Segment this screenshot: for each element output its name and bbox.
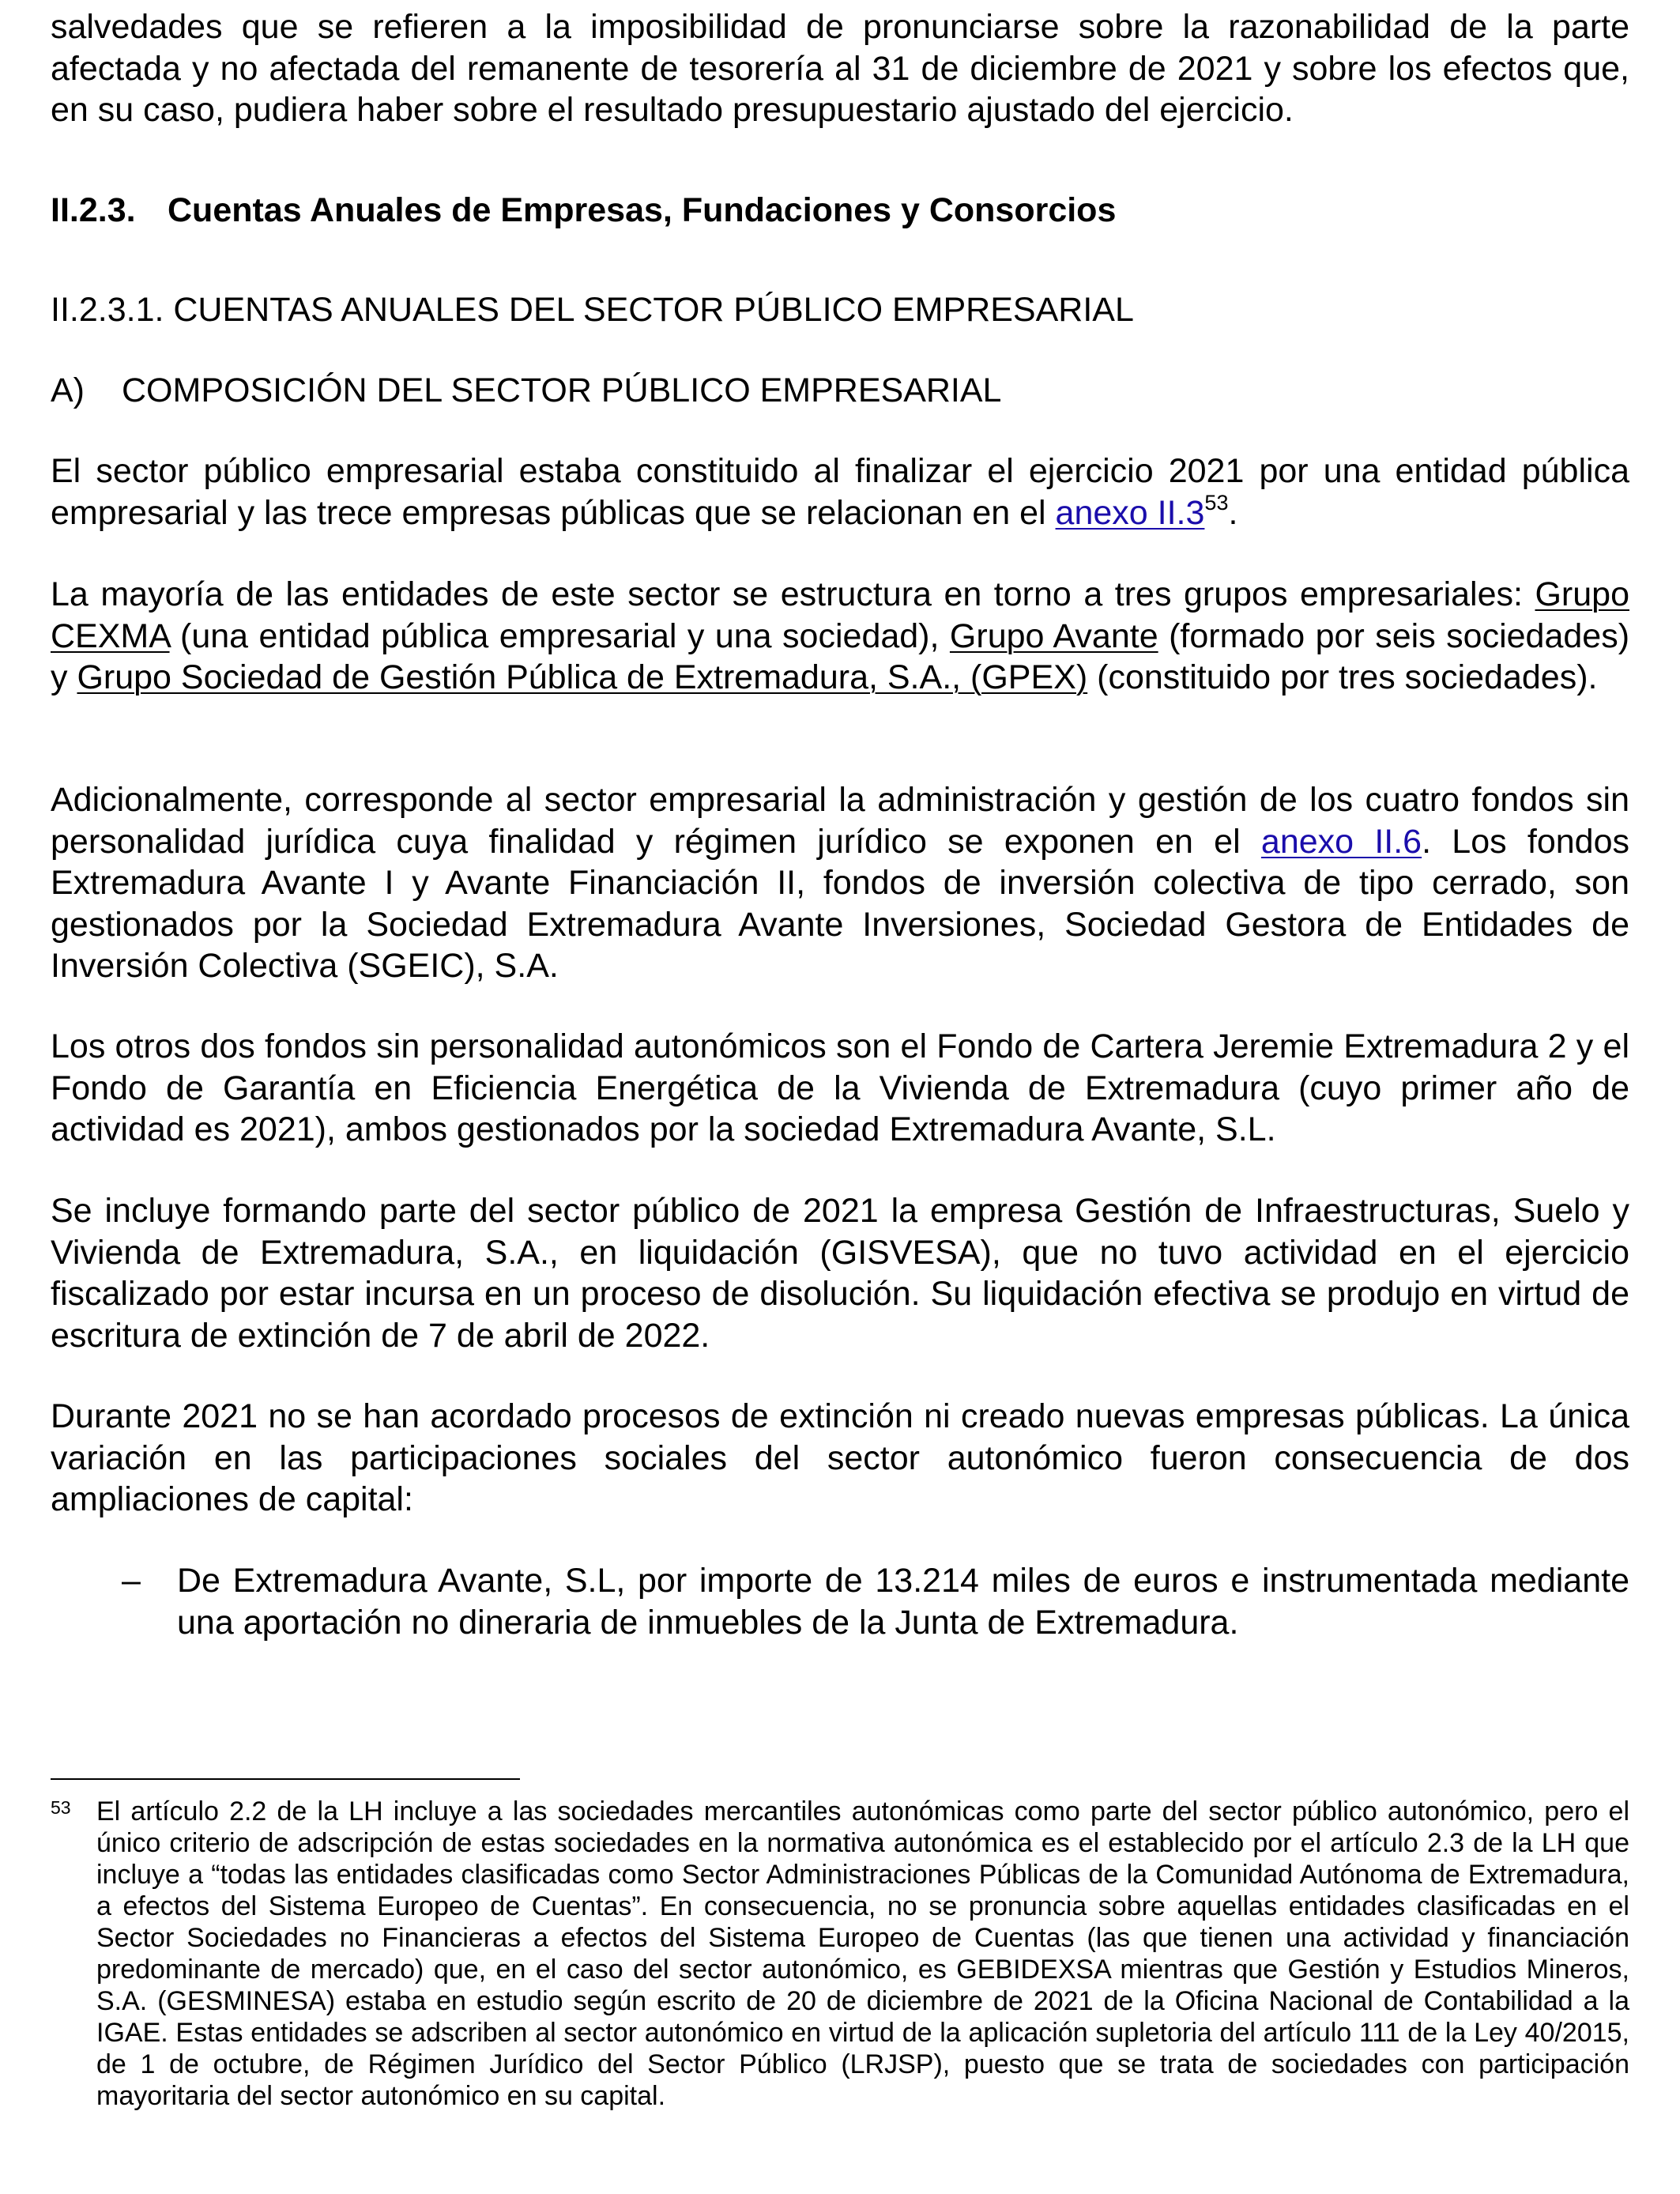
paragraph-business-groups — [51, 574, 1629, 699]
dash-bullet-icon: – — [122, 1562, 141, 1600]
p2-text-2: (una entidad pública empresarial y una sociedad), — [169, 616, 950, 655]
grupo-avante: Grupo Avante — [949, 616, 1158, 655]
grupo-gpex: Grupo Sociedad de Gestión Pública de Extremadura, S.A., (GPEX) — [77, 658, 1088, 696]
grupo-cexma: Grupo CEXMA — [51, 575, 1629, 655]
subsection-heading — [51, 289, 1134, 330]
footnote-text: El artículo 2.2 de la LH incluye a las sociedades mercantiles autonómicas como parte del sector público autonómico, pero el único criterio de adscripción de estas sociedades en la normativa autonómica es el establecido por el artículo 2.3 de la LH que incluye a “todas las entidades clasificadas como Sector Administraciones Públicas de la Comunidad Autónoma de Extremadura, a efectos del Sistema Europeo de Cuentas”. En consecuencia, no se pronuncia sobre aquellas entidades clasificadas en el Sector Sociedades no Financieras a efectos del Sistema Europeo de Cuentas (las que tienen una actividad y financiación predominante de mercado) que, en el caso del sector autonómico, es GEBIDEXSA mientras que Gestión y Estudios Mineros, S.A. (GESMINESA) estaba en estudio según escrito de 20 de diciembre de 2021 de la Oficina Nacional de Contabilidad a la IGAE. Estas entidades se adscriben al sector autonómico en virtud de la aplicación supletoria del artículo 111 de la Ley 40/2015, de 1 de octubre, de Régimen Jurídico del Sector Público (LRJSP), puesto que se trata de sociedades con participación mayoritaria del sector autonómico en su capital. — [96, 1796, 1629, 2111]
section-title: Cuentas Anuales de Empresas, Fundaciones y Consorcios — [168, 191, 1117, 229]
p1-text: El sector público empresarial estaba constituido al finalizar el ejercicio 2021 por una entidad pública empresarial y las trece empresas públicas que se relacionan en el — [51, 452, 1629, 532]
bullet-item-avante — [122, 1560, 1629, 1643]
p2-text-1: La mayoría de las entidades de este sector se estructura en torno a tres grupos empresariales: — [51, 575, 1535, 613]
section-heading — [51, 190, 1116, 231]
bullet-text: De Extremadura Avante, S.L, por importe de 13.214 miles de euros e instrumentada mediante una aportación no dineraria de inmuebles de la Junta de Extremadura. — [177, 1562, 1629, 1642]
p2-text-4: (constituido por tres sociedades). — [1087, 658, 1598, 696]
footnote-mark: 53 — [51, 1797, 71, 1818]
paragraph-gisvesa: Se incluye formando parte del sector público de 2021 la empresa Gestión de Infraestructuras, Suelo y Vivienda de Extremadura, S.A., en liquidación (GISVESA), que no tuvo actividad en el ejercicio fiscalizado por estar incursa en un proceso de disolución. Su liquidación efectiva se produjo en virtud de escritura de extinción de 7 de abril de 2022. — [51, 1192, 1629, 1355]
p3-text-1: Adicionalmente, corresponde al sector empresarial la administración y gestión de los cuatro fondos sin personalidad jurídica cuya finalidad y régimen jurídico se exponen en el — [51, 781, 1629, 861]
subsection-title: II.2.3.1. CUENTAS ANUALES DEL SECTOR PÚBLICO EMPRESARIAL — [51, 291, 1134, 329]
paragraph-other-funds: Los otros dos fondos sin personalidad autonómicos son el Fondo de Cartera Jeremie Extremadura 2 y el Fondo de Garantía en Eficiencia Energética de la Vivienda de Extremadura (cuyo primer año de actividad es 2021), ambos gestionados por la sociedad Extremadura Avante, S.L. — [51, 1027, 1629, 1148]
part-a-heading — [51, 370, 1001, 411]
footnote-53 — [51, 1796, 1629, 2112]
part-a-title: COMPOSICIÓN DEL SECTOR PÚBLICO EMPRESARIAL — [122, 371, 1002, 409]
paragraph-sector-composition — [51, 450, 1629, 533]
intro-paragraph: salvedades que se refieren a la imposibilidad de pronunciarse sobre la razonabilidad de la parte afectada y no afectada del remanente de tesorería al 31 de diciembre de 2021 y sobre los efectos que, en su caso, pudiera haber sobre el resultado presupuestario ajustado del ejercicio. — [51, 8, 1629, 129]
paragraph-funds — [51, 779, 1629, 987]
footnote-separator — [51, 1778, 520, 1780]
anexo-ii-6-link[interactable]: anexo II.6 — [1260, 822, 1422, 861]
p1-end: . — [1228, 493, 1238, 532]
footnote-ref-53[interactable]: 53 — [1204, 490, 1229, 515]
p2-text-3: (formado por seis sociedades) y — [51, 616, 1630, 696]
paragraph-capital-changes: Durante 2021 no se han acordado procesos de extinción ni creado nuevas empresas públicas. La única variación en las participaciones sociales del sector autonómico fueron consecuencia de dos ampliaciones de capital: — [51, 1397, 1629, 1518]
p3-text-2: . Los fondos Extremadura Avante I y Avante Financiación II, fondos de inversión colectiva de tipo cerrado, son gestionados por la Sociedad Extremadura Avante Inversiones, Sociedad Gestora de Entidades de Inversión Colectiva (SGEIC), S.A. — [51, 822, 1629, 985]
section-number: II.2.3. — [51, 191, 136, 229]
anexo-ii-3-link[interactable]: anexo II.3 — [1055, 493, 1205, 532]
part-a-letter: A) — [51, 371, 85, 409]
